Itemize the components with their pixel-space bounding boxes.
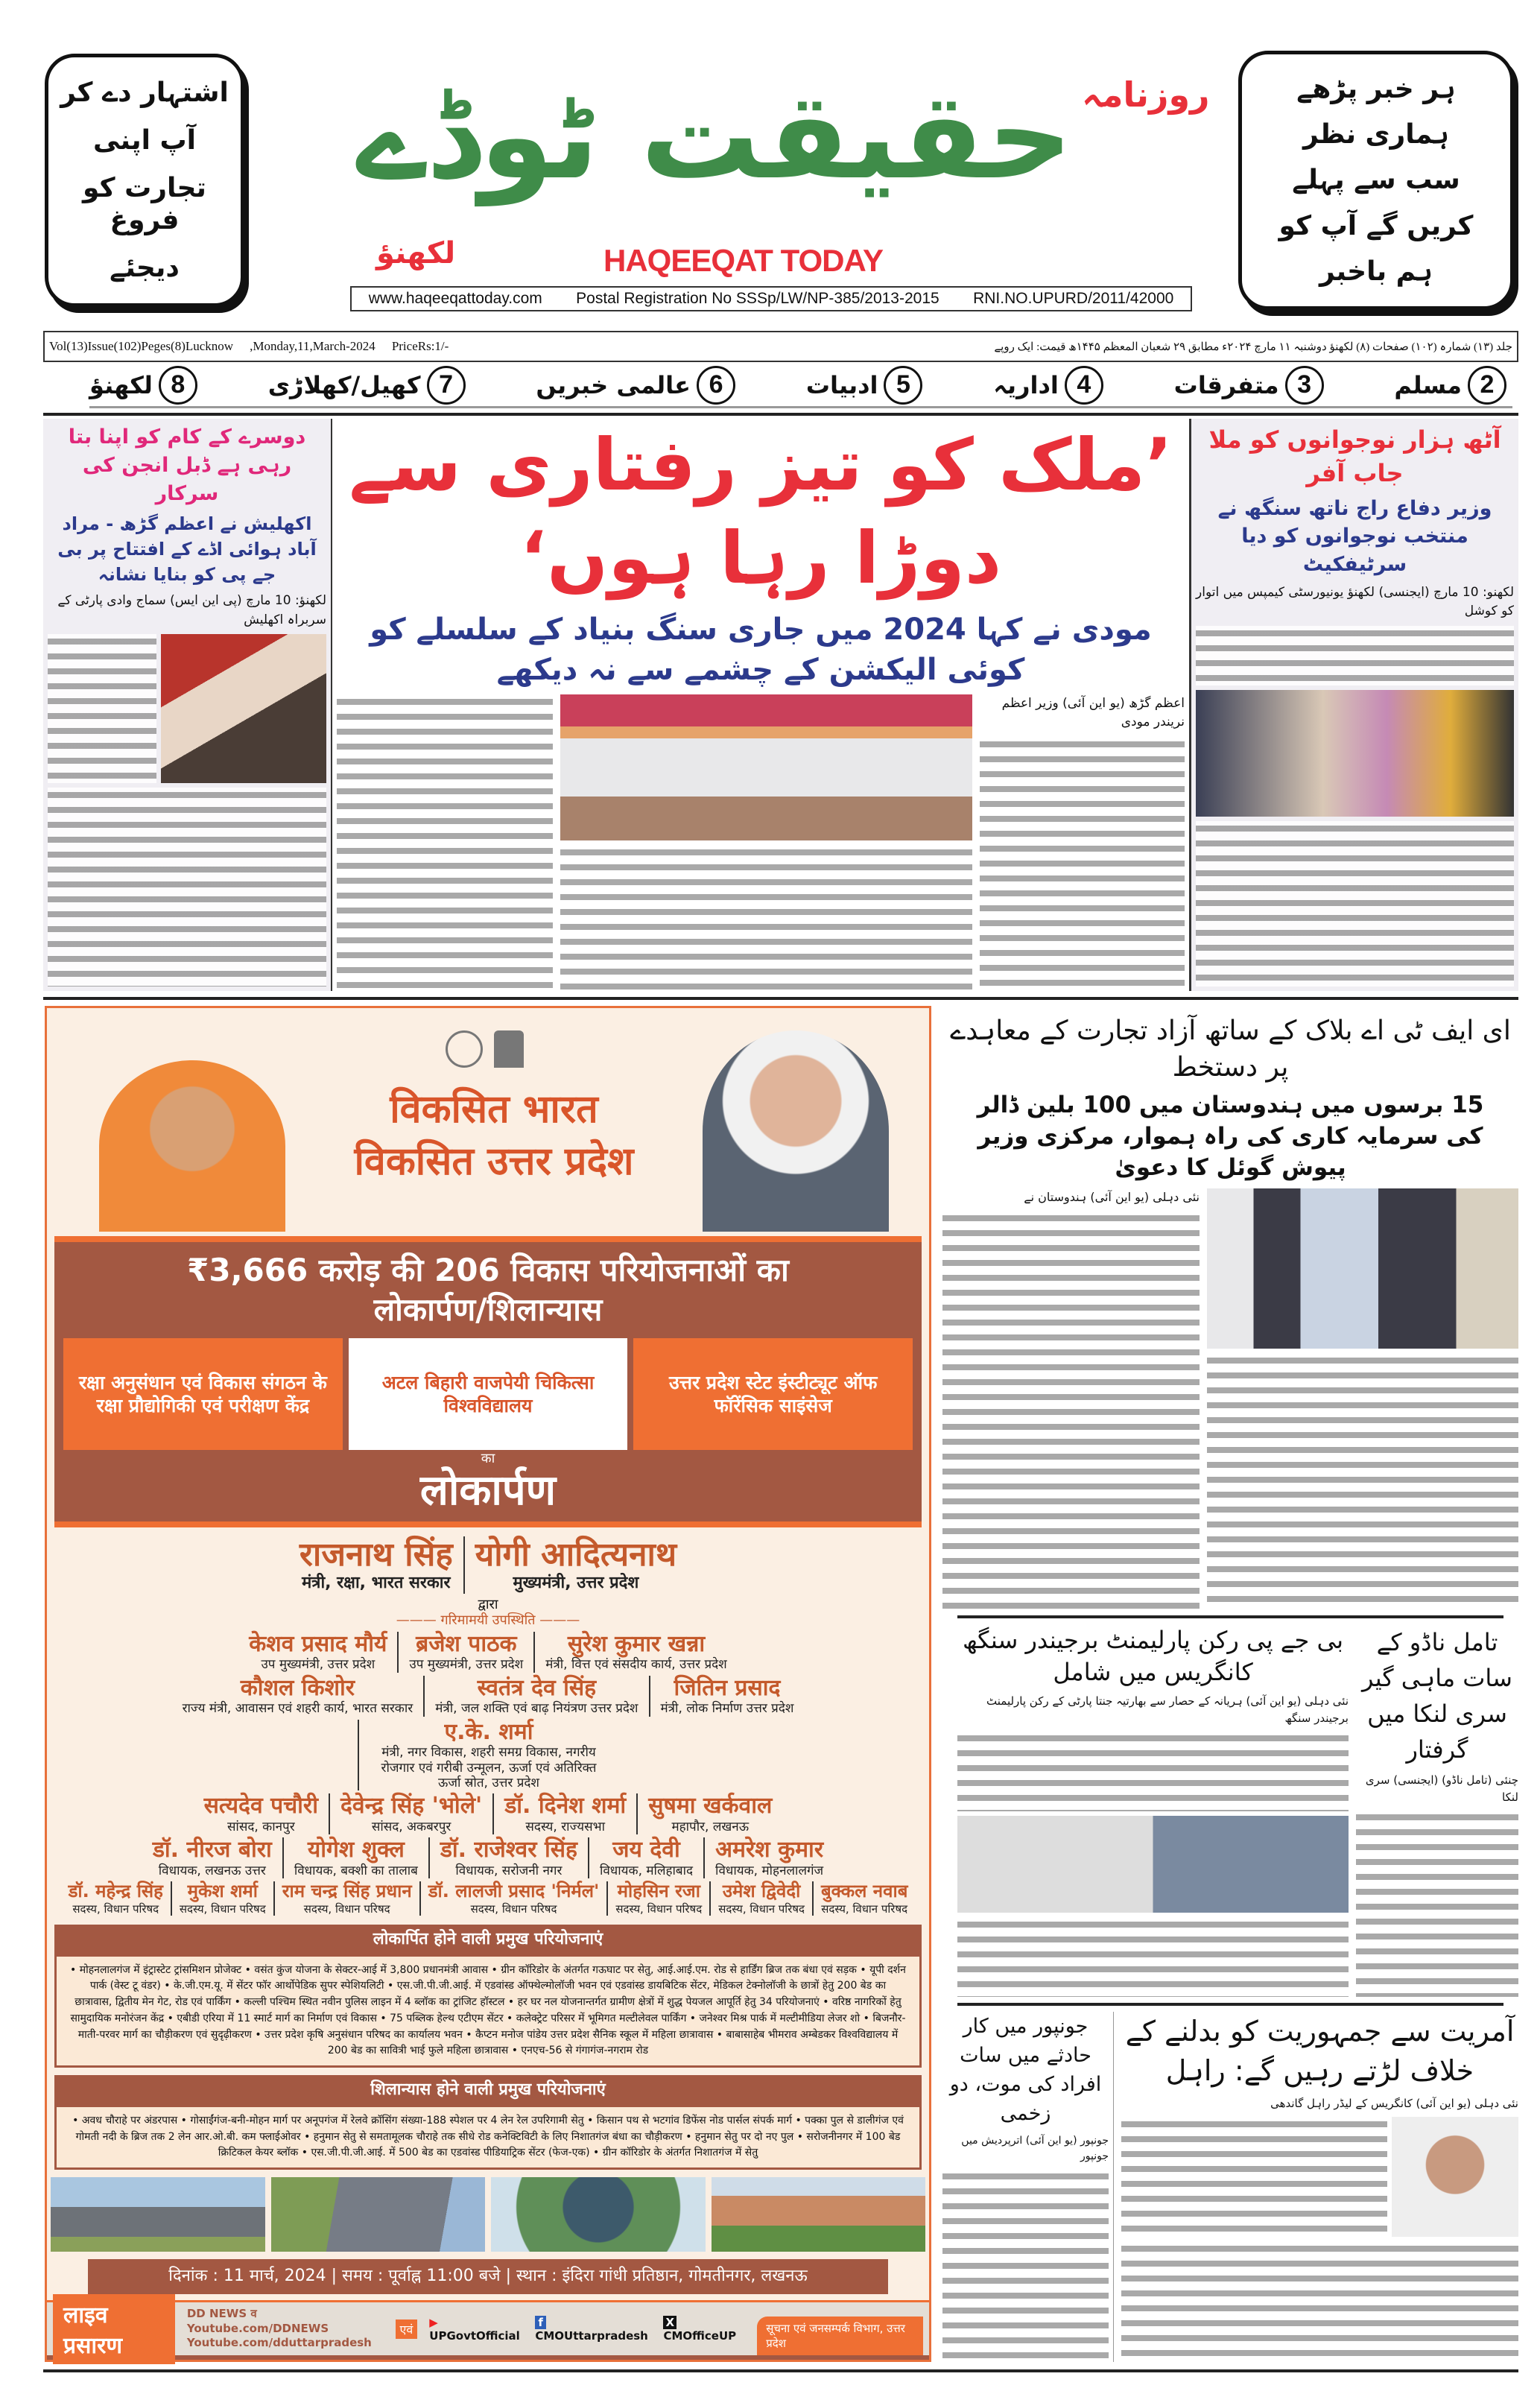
ad-line: اشتہار دے کر [60, 77, 229, 109]
lead-headline: ’ملک کو تیز رفتاری سے دوڑا رہا ہوں‘ [349, 423, 1173, 600]
slogan-box [1238, 51, 1514, 310]
lead-subhead: مودی نے کہا 2024 میں جاری سنگ بنیاد کے سلسلے کو کوئی الیکشن کے چشمے سے نہ دیکھے [370, 612, 1152, 687]
price: PriceRs:1/- [391, 339, 449, 353]
dignitary-name: डॉ. राजेश्वर सिंह [440, 1837, 577, 1863]
story-photo [1196, 690, 1514, 817]
dignitary-role: उप मुख्यमंत्री, उत्तर प्रदेश [261, 1657, 376, 1673]
dignitary-name: मुकेश शर्मा [187, 1881, 258, 1902]
dignitary [428, 1837, 588, 1878]
dignitary-role: सदस्य, विधान परिषद [615, 1901, 703, 1916]
handle-text: UPGovtOfficial [429, 2328, 520, 2343]
story-body [48, 634, 156, 783]
dignitary [649, 1676, 805, 1717]
tn-story [1356, 1624, 1518, 1997]
fta-story [942, 1013, 1518, 1609]
project-photo [491, 2177, 706, 2252]
dignitary-role: सदस्य, विधान परिषद [470, 1901, 557, 1916]
divider [43, 413, 1518, 416]
dignitary [61, 1881, 171, 1916]
dignitary [273, 1881, 419, 1916]
lead-photo [560, 694, 972, 840]
project-photo [712, 2177, 926, 2252]
dignitaries [47, 1632, 929, 1916]
modi-photo [703, 1030, 889, 1232]
dignitary-name: डॉ. नीरज बोरा [152, 1837, 272, 1863]
inaugurated-projects-title: लोकार्पित होने वाली प्रमुख परियोजनाएं [54, 1925, 922, 1954]
event-details: दिनांक : 11 मार्च, 2024 | समय : पूर्वाह्न 11:00 बजे | स्थान : इंदिरा गांधी प्रतिष्ठान, गोमतीनगर, लखनऊ [88, 2259, 888, 2294]
department-label: सूचना एवं जनसम्पर्क विभाग, उत्तर प्रदेश [757, 2317, 923, 2355]
jaunpur-story [942, 2012, 1114, 2362]
inaugurated-projects-list: • मोहनलालगंज में इंट्रास्टेट ट्रांसमिशन प्रोजेक्ट • वसंत कुंज योजना के सेक्टर-आई में 3,800 प्रधानमंत्री आवास • ग्रीन कॉरिडोर के अंतर्गत गऊघाट पर सेतु, आई.आई.एम. रोड से हार्डिंग ब्रिज तक बंधा एवं सड़क • यूपी दर्शन पार्क (वेस्ट टू वंडर) • के.जी.एम.यू. में सेंटर फॉर आर्थोपेडिक सुपर स्पेशियलिटी • एस.जी.पी.जी.आई. में एडवांस्ड ऑफ्थेल्मोलॉजी भवन एवं एडवांस्ड डायबिटिक सेंटर, मेडिकल टेक्नोलॉजी के छात्रों हेतु 200 बेड का छात्रावास, द्वितीय मेन गेट, रोड एवं पार्किंग • कल्ली पश्चिम स्थित नवीन पुलिस लाइन में 4 ब्लॉक का ट्रांजिट हॉस्टल • हर घर नल योजनान्तर्गत ग्रामीण क्षेत्रों में शुद्ध पेयजल आपूर्ति हेतु 34 परियोजनाएं • वरिष्ठ नागरिकों हेतु सामुदायिक मनोरंजन केंद्र • एबीडी एरिया में 11 स्मार्ट मार्ग का निर्माण एवं विकास • 75 पब्लिक हेल्थ एटीएम सेंटर • कलेक्ट्रेट परिसर में भूमिगत मल्टीलेवल पार्किंग • जनेश्वर मिश्र पार्क में मल्टीमीडिया लेजर शो • बिजनौर-माती-परवर मार्ग का चौड़ीकरण एवं सुदृढ़ीकरण • उत्तर प्रदेश कृषि अनुसंधान परिषद का कार्यालय भवन • कैप्टन मनोज पांडेय उत्तर प्रदेश सैनिक स्कूल में महिला छात्रावास • बाबासाहेब भीमराव अम्बेडकर विश्वविद्यालय में 200 बेड का सावित्री भाई फुले महिला छात्रावास • एनएच-56 से गंगागंज-नगराम रोड [54, 1954, 922, 2068]
dignitary [606, 1881, 709, 1916]
slogan-line: سب سے پہلے [1292, 165, 1460, 196]
dignitary-name: राम चन्द्र सिंह प्रधान [282, 1881, 412, 1902]
story-subhead: وزیر دفاع راج ناتھ سنگھ نے منتخب نوجوانوں کو دیا سرٹیفکیٹ [1217, 496, 1492, 577]
dignitary-name: उमेश द्विवेदी [722, 1881, 801, 1902]
dignitary-role: सदस्य, राज्यसभा [525, 1819, 606, 1834]
dignitary-name: कौशल किशोर [240, 1674, 355, 1701]
story-body [957, 1731, 1349, 1811]
registration-bar [350, 286, 1192, 311]
dignitary-role: महापौर, लखनऊ [671, 1819, 750, 1834]
lead-body [337, 694, 553, 991]
dignitary-row [47, 1676, 929, 1791]
story-subhead: اکھلیش نے اعظم گڑھ - مراد آباد ہوائی اڈے کے افتتاح پر بی جے پی کو بنایا نشانہ [57, 513, 317, 585]
story-body [1121, 2241, 1518, 2362]
middle-stories [942, 1624, 1518, 1997]
story-body [1356, 1810, 1518, 1997]
section-item[interactable] [806, 364, 929, 406]
dd-news-links [187, 2307, 384, 2351]
slogan-line: ہر خبر پڑھے [1296, 74, 1456, 104]
section-label: عالمی خبریں [536, 370, 691, 399]
issue-info-bar [43, 331, 1518, 362]
ad-line: آپ اپنی [92, 124, 197, 156]
lead-body-row [337, 694, 1185, 991]
dignitary-row [47, 1881, 929, 1916]
story-body [1207, 1353, 1518, 1609]
lead-dateline: اعظم گڑھ (یو این آئی) وزیر اعظم نریندر مودی [1001, 695, 1185, 730]
dignitary-role: सांसद, अकबरपुर [371, 1819, 451, 1834]
right-column [942, 1013, 1518, 2362]
dignitary-name: सुरेश कुमार खन्ना [567, 1630, 706, 1657]
guest-name: योगी आदित्यनाथ [475, 1535, 677, 1574]
masthead-logo: حقیقت ٹوڈے [356, 66, 1073, 206]
dignitary [588, 1837, 703, 1878]
advertise-box [45, 54, 244, 307]
ad-line: دیجئے [110, 252, 180, 283]
city-label: لکھنؤ [376, 236, 456, 270]
slogan-line: ہماری نظر [1303, 119, 1449, 151]
dignitary-name: जितिन प्रसाद [674, 1674, 781, 1701]
divider [957, 1615, 1503, 1618]
dignitary [812, 1881, 915, 1916]
right-story [1189, 419, 1518, 991]
guest [289, 1536, 463, 1594]
dignitary-role: विधायक, लखनऊ उत्तर [158, 1863, 266, 1878]
dignitary-row [47, 1793, 929, 1834]
left-story [43, 419, 332, 991]
project-photos [51, 2177, 925, 2252]
volume-issue: Vol(13)Issue(102)Peges(8)Lucknow [49, 339, 234, 353]
presence-title-text: गरिमामयी उपस्थिति [440, 1612, 536, 1629]
divider [43, 2369, 1518, 2372]
section-item[interactable] [268, 364, 472, 406]
dignitary-name: डॉ. महेन्द्र सिंह [68, 1881, 163, 1902]
story-body [48, 788, 326, 987]
slogan-line: ہم باخبر [1319, 256, 1433, 287]
dignitary-role: उप मुख्यमंत्री, उत्तर प्रदेश [409, 1657, 524, 1673]
dignitary [703, 1837, 834, 1878]
yogi-photo [99, 1060, 285, 1232]
dignitary-name: जय देवी [612, 1837, 680, 1863]
story-lead: نئی دہلی (یو این آئی) کانگریس کے لیڈر راہل گاندھی [1270, 2097, 1518, 2111]
dignitary [194, 1793, 329, 1834]
youtube-handle[interactable] [429, 2316, 523, 2343]
section-label: مسلم [1394, 370, 1462, 399]
story-body [1196, 626, 1514, 685]
section-item[interactable] [993, 364, 1109, 406]
dignitary-name: केशव प्रसाद मौर्य [249, 1630, 387, 1657]
dd-link[interactable]: Youtube.com/dduttarpradesh [186, 2336, 372, 2350]
issue-date: ,Monday,11,March-2024 [250, 339, 376, 353]
section-number: 6 [697, 366, 735, 405]
ad-main-panel [54, 1236, 922, 1527]
dignitary [533, 1632, 738, 1673]
section-label: لکھنؤ [89, 370, 153, 399]
ad-title-1: विकसित भारत [390, 1087, 598, 1132]
foundation-projects-title: शिलान्यास होने वाली प्रमुख परियोजनाएं [54, 2075, 922, 2105]
rahul-media-row [1121, 2117, 1518, 2238]
lead-body [980, 737, 1185, 991]
government-advertisement [45, 1006, 931, 2362]
story-lead: نئی دہلی (یو این آئی) ہندوستان نے [1024, 1189, 1200, 1204]
section-number: 3 [1285, 366, 1324, 405]
x-icon: X [663, 2316, 676, 2329]
dignitary [419, 1881, 607, 1916]
section-number: 5 [884, 366, 922, 405]
lokarpan-label: लोकार्पण [419, 1466, 557, 1516]
lead-center [560, 694, 972, 991]
dignitary-role: राज्य मंत्री, आवासन एवं शहरी कार्य, भारत सरकार [182, 1701, 413, 1717]
guest [463, 1536, 687, 1594]
dignitary-role: विधायक, सरोजनी नगर [455, 1863, 563, 1878]
dignitary-row [47, 1632, 929, 1673]
ad-headline: ₹3,666 करोड़ की 206 विकास परियोजनाओं का लोकार्पण/शिलान्यास [187, 1252, 789, 1328]
dignitary-role: मंत्री, वित्त एवं संसदीय कार्य, उत्तर प्रदेश [545, 1657, 727, 1673]
section-label: کھیل/کھلاڑی [267, 370, 421, 399]
section-label: اداریہ [993, 370, 1059, 399]
divider [957, 2003, 1503, 2006]
handle-text: CMOfficeUP [663, 2328, 737, 2343]
dignitary [282, 1837, 428, 1878]
facebook-icon: f [535, 2316, 546, 2329]
story-lead: نئی دہلی (یو این آئی) ہریانہ کے حصار سے بھارتیہ جنتا پارٹی کے رکن پارلیمنٹ برجیندر سنگھ [986, 1694, 1349, 1725]
dignitary-name: सत्यदेव पचौरी [203, 1793, 318, 1820]
story-body [942, 1211, 1200, 1609]
slogan-line: کریں گے آپ کو [1278, 210, 1474, 241]
dignitary-role: सदस्य, विधान परिषद [303, 1901, 390, 1916]
dignitary [358, 1720, 618, 1791]
dignitary-role: विधायक, मोहनलालगंज [715, 1863, 824, 1878]
up-govt-emblem-icon [446, 1030, 483, 1068]
divider [43, 997, 1518, 1000]
dignitary-name: मोहसिन रजा [617, 1881, 700, 1902]
story-photo [1207, 1188, 1518, 1349]
ad-flow [47, 1236, 929, 2360]
section-item[interactable] [536, 364, 741, 406]
dignitary-name: योगेश शुक्ल [307, 1837, 405, 1863]
story-subhead: 15 برسوں میں ہندوستان میں 100 بلین ڈالر کی سرمایہ کاری کی راہ ہموار، مرکزی وزیر پیوش گوئل کا دعویٰ [977, 1092, 1484, 1181]
live-broadcast-bar [47, 2300, 929, 2360]
foundation-projects-list: • अवध चौराहे पर अंडरपास • गोसाईंगंज-बनी-मोहन मार्ग पर अनूपगंज में रेलवे क्रॉसिंग संख्या-188 स्पेशल पर 4 लेन रेल उपरिगामी सेतु • किसान पथ से भटगांव डिफेंस नोड पार्सल संपर्क मार्ग • पक्का पुल से डालीगंज एवं गोमती नदी के ब्रिज तक 2 लेन आर.ओ.बी. कम फ्लाईओवर • हनुमान सेतु से समतामूलक चौराहे तक सीधे रोड कनेक्टिविटी के लिए निशातगंज बंधा का चौड़ीकरण • हनुमान सेतु पर दो नए पुल • सरोजनीनगर में 100 बेड क्रिटिकल केयर ब्लॉक • एस.जी.पी.जी.आई. में 500 बेड का एडवांस्ड पीडियाट्रिक सेंटर (फेज-एक) • ग्रीन कॉरिडोर के अंतर्गत निशातगंज में सेतु [54, 2105, 922, 2170]
story-lead: لکھنؤ: 10 مارچ (پی این ایس) سماج وادی پارٹی کے سربراہ اکھلیش [57, 593, 326, 627]
story-photo [161, 634, 326, 783]
dignitary [172, 1676, 424, 1717]
dignitary [636, 1793, 782, 1834]
lead-right-column [980, 694, 1185, 991]
project-boxes [63, 1338, 913, 1450]
section-label: متفرقات [1173, 370, 1279, 399]
dignitary-row [47, 1837, 929, 1878]
section-item[interactable] [89, 364, 203, 406]
dignitary [238, 1632, 397, 1673]
masthead-english-title: HAQEEQAT TODAY [603, 243, 883, 278]
story-photo [957, 1816, 1349, 1913]
dignitary [329, 1793, 492, 1834]
dignitary-role: सांसद, कानपुर [226, 1819, 295, 1834]
story-headline: جونپور میں کار حادثے میں سات افراد کی موت، دو زخمی [949, 2015, 1102, 2126]
bottom-stories [942, 2012, 1518, 2362]
chief-guests [47, 1533, 929, 1919]
dignitary-role: सदस्य, विधान परिषद [718, 1901, 805, 1916]
story-headline: ای ایف ٹی اے بلاک کے ساتھ آزاد تجارت کے معاہدے پر دستخط [950, 1016, 1511, 1083]
postal-registration: Postal Registration No SSSp/LW/NP-385/2013-2015 [576, 290, 939, 307]
story-headline: آمریت سے جمہوریت کو بدلنے کے خلاف لڑتے رہیں گے: راہل [1125, 2015, 1515, 2088]
guest-role: मंत्री, रक्षा, भारत सरकार [302, 1574, 451, 1593]
live-broadcast-label: लाइव प्रसारण [53, 2294, 175, 2364]
dignitary-role: मंत्री, जल शक्ति एवं बाढ़ नियंत्रण उत्तर प्रदेश [435, 1701, 639, 1717]
fta-photo-column [1207, 1188, 1518, 1609]
national-emblem-icon [494, 1030, 524, 1068]
story-media-row [48, 634, 326, 783]
fta-body-row [942, 1188, 1518, 1609]
project-box: अटल बिहारी वाजपेयी चिकित्सा विश्वविद्यालय [349, 1338, 628, 1450]
section-number: 4 [1065, 366, 1103, 405]
dignitary-role: सदस्य, विधान परिषद [821, 1901, 908, 1916]
handle-text: CMOUttarpradesh [535, 2328, 648, 2343]
dwara-label: द्वारा [478, 1596, 498, 1612]
lead-body [560, 845, 972, 991]
dignitary-name: ए.के. शर्मा [444, 1718, 533, 1745]
story-lead: چنئی (تامل ناڈو) (ایجنسی) سری لنکا [1365, 1773, 1518, 1804]
story-body [957, 1917, 1349, 1997]
dignitary [423, 1676, 648, 1717]
section-number: 8 [159, 366, 197, 405]
story-headline: بی جے پی رکن پارلیمنٹ برجیندر سنگھ کانگریس میں شامل [962, 1626, 1344, 1687]
bjp-story [957, 1624, 1349, 1997]
rahul-story [1121, 2012, 1518, 2362]
fta-text-column [942, 1188, 1200, 1609]
website-link[interactable]: www.haqeeqattoday.com [368, 290, 542, 307]
dignitary-role: मंत्री, नगर विकास, शहरी समग्र विकास, नगरीय रोजगार एवं गरीबी उन्मूलन, ऊर्जा एवं अतिरिक्त ऊर्जा स्रोत, उत्तर प्रदेश [381, 1745, 597, 1791]
facebook-handle[interactable] [535, 2316, 651, 2343]
x-handle[interactable] [663, 2316, 745, 2343]
dignitary [171, 1881, 273, 1916]
section-item[interactable] [1394, 364, 1512, 406]
dignitary [397, 1632, 533, 1673]
lead-story [337, 419, 1185, 991]
evam-label: एवं [396, 2319, 418, 2339]
story-body [1121, 2117, 1387, 2238]
dignitary-name: स्वतंत्र देव सिंह [477, 1674, 597, 1701]
dignitary [709, 1881, 812, 1916]
story-headline: تامل ناڈو کے سات ماہی گیر سری لنکا میں گرفتار [1362, 1628, 1512, 1764]
story-headline: دوسرے کے کام کو اپنا بتا رہی ہے ڈبل انجن کی سرکار [68, 425, 306, 505]
story-body [1196, 821, 1514, 987]
dignitary-name: डॉ. दिनेश शर्मा [504, 1793, 627, 1820]
dignitary-role: विधायक, बक्शी का तालाब [294, 1863, 418, 1878]
dignitary-name: देवेन्द्र सिंह 'भोले' [340, 1793, 483, 1820]
section-nav [89, 364, 1512, 408]
section-item[interactable] [1174, 364, 1330, 406]
dignitary-role: सदस्य, विधान परिषद [72, 1901, 159, 1916]
roznama-label: روزنامہ [1082, 75, 1210, 115]
dignitary [492, 1793, 636, 1834]
dignitary-name: अमरेश कुमार [715, 1837, 824, 1863]
section-number: 7 [427, 366, 466, 405]
ka-label: का [481, 1451, 495, 1466]
dignitary-role: सदस्य, विधान परिषद [179, 1901, 266, 1916]
ad-line: تجارت کو فروغ [83, 172, 206, 235]
dd-link[interactable]: DD NEWS व Youtube.com/DDNEWS [186, 2307, 329, 2335]
dignitary-name: ब्रजेश पाठक [416, 1630, 517, 1657]
dignitary-role: विधायक, मलिहाबाद [599, 1863, 694, 1878]
dignitary [142, 1837, 282, 1878]
story-lead: لکھنو: 10 مارچ (ایجنسی) لکھنؤ یونیورسٹی کیمپس میں اتوار کو کوشل [1196, 584, 1514, 619]
story-body [942, 2169, 1109, 2362]
section-number: 2 [1468, 366, 1506, 405]
project-box: रक्षा अनुसंधान एवं विकास संगठन के रक्षा प्रौद्योगिकी एवं परीक्षण केंद्र [63, 1338, 343, 1450]
ad-title-2: विकसित उत्तर प्रदेश [354, 1139, 634, 1184]
youtube-icon: ▶ [429, 2315, 438, 2329]
dignitary-name: डॉ. लालजी प्रसाद 'निर्मल' [428, 1881, 600, 1902]
rni-number: RNI.NO.UPURD/2011/42000 [973, 290, 1174, 307]
guest-role: मुख्यमंत्री, उत्तर प्रदेश [513, 1574, 639, 1593]
presence-title: ——— गरिमामयी उपस्थिति ——— [396, 1612, 580, 1629]
project-photo [271, 2177, 486, 2252]
guest-name: राजनाथ सिंह [299, 1535, 453, 1574]
project-photo [51, 2177, 265, 2252]
dignitary-role: मंत्री, लोक निर्माण उत्तर प्रदेश [660, 1701, 794, 1717]
dignitary-name: सुषमा खर्कवाल [648, 1793, 773, 1820]
section-label: ادبیات [805, 370, 878, 399]
story-lead: جونپور (یو این آئی) اترپردیش میں جونپور [961, 2134, 1109, 2162]
story-headline: آٹھ ہزار نوجوانوں کو ملا جاب آفر [1208, 425, 1501, 487]
project-box: उत्तर प्रदेश स्टेट इंस्टीट्यूट ऑफ फॉरेंसिक साइंसेज [633, 1338, 913, 1450]
dignitary-name: बुक्कल नवाब [820, 1881, 908, 1902]
issue-info-urdu: جلد (۱۳) شمارہ (۱۰۲) صفحات (۸) لکھنؤ دوشنبہ ۱۱ مارچ ۲۰۲۴ء مطابق ۲۹ شعبان المعظم ۱۴۴۵ھ قیمت: ایک روپے [994, 341, 1512, 353]
story-photo [1392, 2117, 1518, 2238]
